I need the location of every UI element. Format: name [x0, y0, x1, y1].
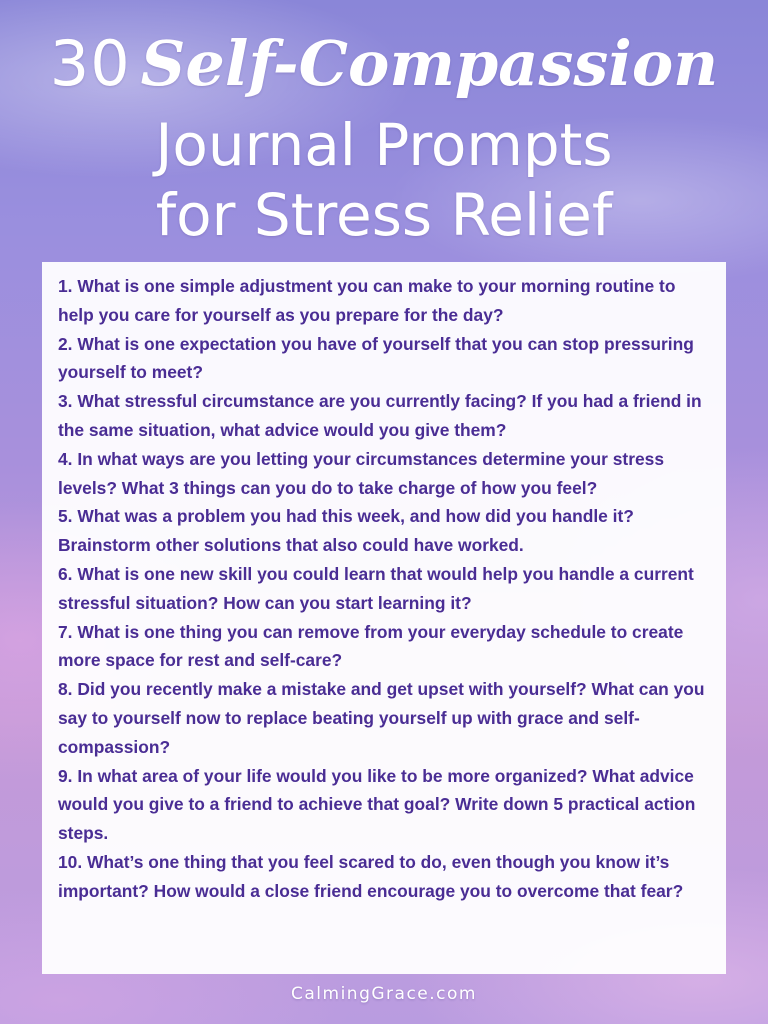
prompt-item: 8. Did you recently make a mistake and get upset with yourself? What can you say to yourself now to replace beating yourself up with grace and self-compassion?	[58, 679, 705, 757]
title-line-3: for Stress Relief	[155, 181, 613, 249]
footer-website: CalmingGrace.com	[291, 984, 477, 1004]
page-title	[0, 18, 768, 250]
prompt-item: 7. What is one thing you can remove from your everyday schedule to create more space for rest and self-care?	[58, 621, 684, 671]
prompt-item: 3. What stressful circumstance are you currently facing? If you had a friend in the same situation, what advice would you give them?	[58, 391, 702, 440]
prompt-item: 1. What is one simple adjustment you can make to your morning routine to help you care for yourself as you prepare for the day?	[58, 276, 676, 325]
title-script: Self-Compassion	[140, 27, 719, 100]
title-line-2: Journal Prompts	[155, 111, 613, 179]
prompt-item: 10. What’s one thing that you feel scared to do, even though you know it’s important? How would a close friend encourage you to overcome that fear?	[58, 851, 684, 901]
prompt-item: 4. In what ways are you letting your circumstances determine your stress levels? What 3 things can you do to take charge of how you feel?	[58, 448, 664, 498]
prompt-item: 5. What was a problem you had this week, and how did you handle it? Brainstorm other solutions that also could have worked.	[58, 506, 634, 556]
prompt-item: 6. What is one new skill you could learn that would help you handle a current stressful situation? How can you start learning it?	[58, 563, 694, 613]
prompt-item: 9. In what area of your life would you like to be more organized? What advice would you give to a friend to achieve that goal? Write down 5 practical action steps.	[58, 765, 696, 844]
title-line-1	[0, 18, 768, 110]
prompt-item: 2. What is one expectation you have of yourself that you can stop pressuring yourself to meet?	[58, 333, 694, 383]
prompts-panel	[42, 262, 726, 974]
title-number: 30	[49, 27, 131, 100]
